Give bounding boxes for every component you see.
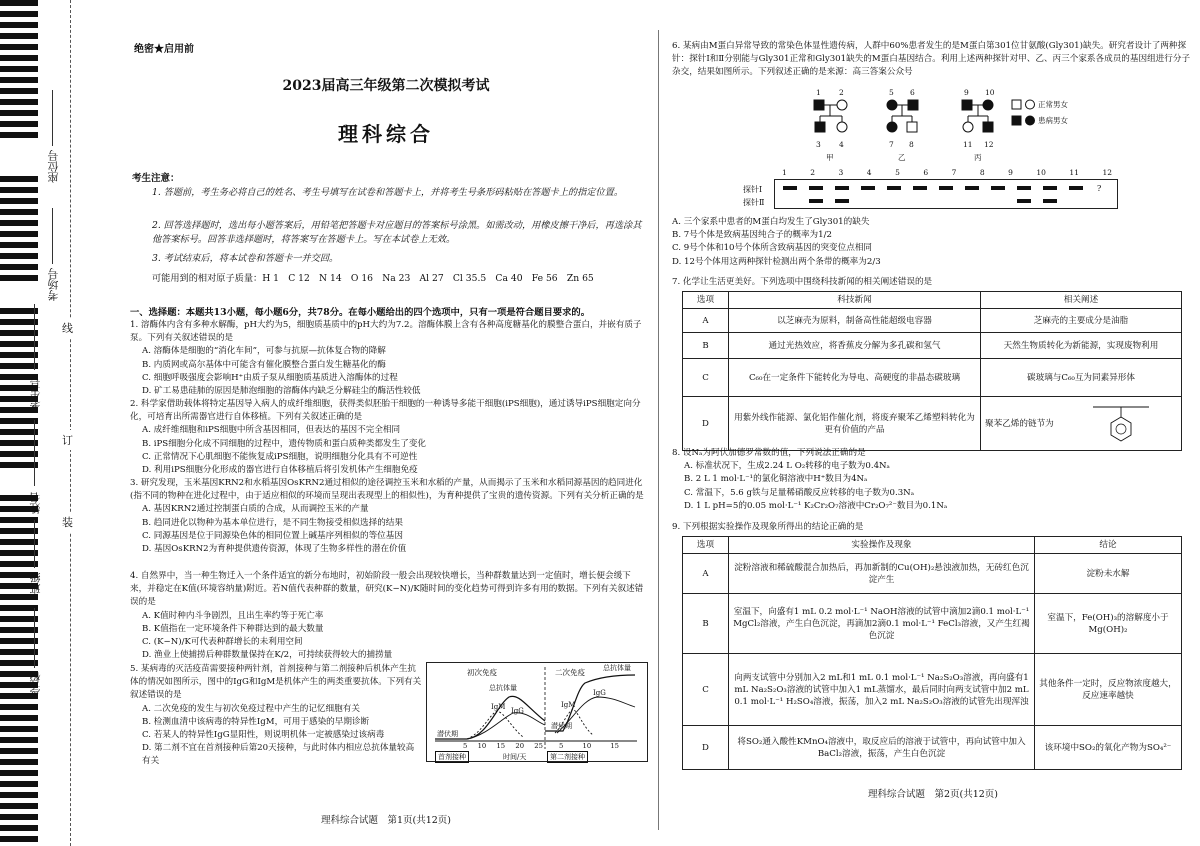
question-stem: 2. 科学家借助载体将特定基因导入病人的成纤维细胞，获得类似胚胎干细胞的一种诱导多能干细胞(iPS细胞)，通过诱导iPS细胞定向分化，可培育出所需器官进行自体移植。下列有关叙述正确的是: [130, 399, 641, 423]
option-a: A. 二次免疫的发生与初次免疫过程中产生的记忆细胞有关: [142, 703, 360, 714]
latent-label-2: 潜伏期: [551, 722, 572, 730]
lane: 7: [951, 168, 957, 177]
lane: 12: [1102, 168, 1112, 177]
primary-immunity-label: 初次免疫: [467, 668, 497, 677]
page-footer-1: 理科综合试题 第1页(共12页): [320, 815, 452, 826]
igm-label-2: IgM: [561, 701, 576, 709]
tick: 5: [559, 742, 564, 750]
family-yi: 乙: [898, 153, 906, 162]
lane: 5: [895, 168, 900, 177]
col-conclusion: 结论: [1035, 537, 1182, 554]
num: 5: [889, 88, 894, 97]
cut-mark-line: 线: [62, 318, 73, 338]
cell: 室温下，Fe(OH)₃的溶解度小于Mg(OH)₂: [1035, 594, 1182, 654]
cell: C₆₀在一定条件下能转化为导电、高硬度的非晶态碳玻璃: [729, 359, 981, 397]
question-7-table: [682, 291, 1182, 451]
tick: 10: [582, 742, 592, 750]
cell: B: [683, 333, 729, 359]
lane: 3: [838, 168, 844, 177]
x-ticks-secondary: [559, 742, 619, 750]
col-note: 相关阐述: [981, 292, 1182, 309]
option-b: B. 7号个体是致病基因纯合子的概率为1/2: [672, 230, 832, 241]
option-a: A. 溶酶体是细胞的“消化车间”，可参与抗原—抗体复合物的降解: [142, 346, 386, 357]
option-c: C. 9号个体和10号个体所含致病基因的突变位点相同: [672, 243, 873, 254]
table-row: [683, 397, 1182, 451]
option-d: D. 12号个体用这两种探针检测出两个条带的概率为2/3: [672, 256, 881, 267]
total-antibody-label-1: 总抗体量: [489, 684, 517, 692]
legend-normal: 正常男女: [1038, 100, 1068, 109]
table-row: [683, 726, 1182, 770]
num: 3: [816, 140, 821, 149]
probe-result-box: [743, 179, 1118, 209]
option-d: D. 矿工易患硅肺的原因是肺泡细胞的溶酶体内缺乏分解硅尘的酶活性较低: [142, 386, 421, 397]
secondary-immunity-label: 二次免疫: [555, 668, 585, 677]
cell: 将SO₂通入酸性KMnO₄溶液中，取反应后的溶液于试管中，再向试管中加入BaCl₂溶液，振荡，产生白色沉淀: [729, 726, 1035, 770]
band: [887, 186, 901, 190]
band: [991, 186, 1005, 190]
barcode-stripes: [0, 0, 38, 846]
lane: 9: [1008, 168, 1013, 177]
option-a: A. K值时种内斗争剧烈，且出生率约等于死亡率: [142, 610, 324, 621]
lane: 1: [782, 168, 787, 177]
field-name: 姓名: [29, 492, 42, 514]
question-stem: 1. 溶酶体内含有多种水解酶，pH大约为5，细胞质基质中的pH大约为7.2。溶酶体膜上含有各种高度糖基化的膜整合蛋白，并嵌有质子泵。下列有关叙述错误的是: [130, 320, 642, 344]
num: 1: [816, 88, 821, 97]
lane: 8: [979, 168, 985, 177]
exam-title: 2023届高三年级第二次模拟考试: [282, 78, 490, 94]
subject-title: 理科综合: [338, 122, 434, 146]
band: [1069, 186, 1083, 190]
num: 4: [839, 140, 844, 149]
question-stem: 5. 某病毒的灭活疫苗需要接种两针剂，首剂接种与第二剂接种后机体产生抗体的情况如图所示，图中的IgG和IgM是机体产生的两类重要抗体。下列有关叙述错误的是: [130, 664, 422, 701]
band: [835, 199, 849, 203]
option-d: D. 渔业上使捕捞后种群数量保持在K/2，可持续获得较大的捕捞量: [142, 650, 393, 661]
field-examinee-line: [34, 304, 35, 370]
lane: 10: [1036, 168, 1046, 177]
col-option: 选项: [683, 292, 729, 309]
col-operation: 实验操作及现象: [729, 537, 1035, 554]
cell: 碳玻璃与C₆₀互为同素异形体: [981, 359, 1182, 397]
col-news: 科技新闻: [729, 292, 981, 309]
probe-lane-numbers: [782, 168, 1112, 177]
tick: 15: [496, 742, 506, 750]
option-a: A. 三个家系中患者的M蛋白均发生了Gly301的缺失: [672, 217, 870, 227]
cell-structure: [981, 397, 1182, 451]
cell: D: [683, 726, 729, 770]
tick: 5: [463, 742, 468, 750]
option-a: A. 标准状况下，生成2.24 L O₂转移的电子数为0.4Nₐ: [684, 461, 890, 472]
page-2: [672, 0, 1194, 846]
igm-label: IgM: [491, 703, 506, 711]
cell: 以芝麻壳为原料，制备高性能超级电容器: [729, 309, 981, 333]
cell: 淀粉未水解: [1035, 554, 1182, 594]
question-7-stem: 7. 化学让生活更美好。下列选项中围绕科技新闻的相关阐述错误的是: [672, 277, 933, 287]
field-seat-line: [52, 90, 53, 146]
notice-3: 3. 考试结束后，将本试卷和答题卡一并交回。: [152, 253, 339, 264]
cell: 天然生物质转化为新能源，实现废物利用: [981, 333, 1182, 359]
option-d: D. 利用iPS细胞分化形成的器官进行自体移植后将引发机体产生细胞免疫: [142, 465, 418, 476]
option-d: D. 基因OsKRN2为育种提供遗传资源，体现了生物多样性的潜在价值: [142, 544, 407, 555]
section-heading: 一、选择题：本题共13小题，每小题6分，共78分。在每小题给出的四个选项中，只有一项是符合题目要求的。: [130, 307, 591, 318]
latent-label: 潜伏期: [437, 730, 458, 738]
lane: 11: [1069, 168, 1079, 177]
num: 8: [909, 140, 914, 149]
cell: A: [683, 554, 729, 594]
option-b: B. 2 L 1 mol·L⁻¹的氯化铜溶液中H⁺数目为4Nₐ: [684, 474, 868, 485]
band: [1017, 199, 1031, 203]
legend-affected: 患病男女: [1038, 116, 1068, 125]
pedigree-chart: [812, 98, 1062, 166]
x-ticks-primary: [463, 742, 543, 750]
question-4: [130, 570, 646, 662]
lane: 6: [923, 168, 929, 177]
option-c: C. 若某人的特异性IgG显阳性，则说明机体一定被感染过该病毒: [142, 730, 385, 741]
cut-line: [70, 0, 71, 846]
page-footer-2: 理科综合试题 第2页(共12页): [867, 789, 999, 800]
table-header: [683, 537, 1182, 554]
question-1: [130, 319, 646, 398]
tick: 25: [534, 742, 543, 750]
cell: 聚苯乙烯的链节为: [985, 418, 1054, 429]
num: 7: [889, 140, 894, 149]
table-header: [683, 292, 1182, 309]
cell: 室温下，向盛有1 mL 0.2 mol·L⁻¹ NaOH溶液的试管中滴加2滴0.1 mol·L⁻¹ MgCl₂溶液，产生白色沉淀，再滴加2滴0.1 mol·L⁻¹ FeCl₃溶液，又产生红褐色沉淀: [729, 594, 1035, 654]
notice-heading: 考生注意：: [132, 173, 180, 184]
question-stem: 3. 研究发现，玉米基因KRN2和水稻基因OsKRN2通过相似的途径调控玉米和水稻的产量，从而揭示了玉米和水稻同源基因的趋同进化(指不同的物种在进化过程中，由于适应相似的环境而呈现出表现型上的相似性)，为育种提供了宝贵的遗传资源。下列有关分析正确的是: [130, 478, 644, 502]
num: 10: [985, 88, 995, 97]
cell: B: [683, 594, 729, 654]
question-9-table: [682, 536, 1182, 770]
cut-mark-order: 订: [62, 430, 73, 450]
tick: 10: [477, 742, 487, 750]
band: [809, 186, 823, 190]
option-c: C. 细胞呼吸强度会影响H⁺由质子泵从细胞质基质进入溶酶体的过程: [142, 372, 398, 383]
col-option: 选项: [683, 537, 729, 554]
time-axis-label: 时间/天: [503, 753, 527, 761]
field-name-line: [34, 420, 35, 486]
question-stem: 8. 设Nₐ为阿伏加德罗常数的值，下列说法正确的是: [672, 448, 866, 458]
notice-2: 2. 回答选择题时，选出每小题答案后，用铅笔把答题卡对应题目的答案标号涂黑。如需改动，用橡皮擦干净后，再选涂其他答案标号。回答非选择题时，将答案写在答题卡上。写在本试卷上无效。: [152, 220, 642, 245]
family-bing: 丙: [974, 153, 982, 162]
num: 12: [984, 140, 994, 149]
cell: 该环境中SO₂的氧化产物为SO₄²⁻: [1035, 726, 1182, 770]
polystyrene-structure-icon: [1091, 401, 1151, 443]
page-1: [126, 0, 646, 846]
question-6-options: [672, 216, 1194, 269]
num: 2: [839, 88, 844, 97]
option-b: B. 趋同进化以物种为基本单位进行，是不同生物接受相似选择的结果: [142, 517, 403, 528]
field-seat: 座位号: [47, 150, 60, 183]
table-row: [683, 554, 1182, 594]
option-b: B. iPS细胞分化成不同细胞的过程中，遗传物质和蛋白质种类都发生了变化: [142, 438, 427, 449]
probe-1-label: 探针Ⅰ: [743, 185, 763, 194]
cell: 其他条件一定时，反应物浓度越大，反应速率越快: [1035, 654, 1182, 726]
binding-strip: [0, 0, 92, 846]
confidential-label: 绝密★启用前: [134, 44, 194, 55]
question-2: [130, 398, 646, 477]
band: [809, 199, 823, 203]
option-d: D. 第二剂不宜在首剂接种后第20天接种，与此时体内相应总抗体量较高有关: [142, 743, 415, 767]
band: [1017, 186, 1031, 190]
option-b: B. 检测血清中该病毒的特异性IgM，可用于感染的早期诊断: [142, 716, 370, 727]
band: [1043, 199, 1057, 203]
option-a: A. 基因KRN2通过控制蛋白质的合成，从而调控玉米的产量: [142, 504, 369, 515]
num: 6: [910, 88, 915, 97]
table-row: [683, 359, 1182, 397]
field-school-line: [34, 608, 35, 668]
atomic-masses: 可能用到的相对原子质量：H 1 C 12 N 14 O 16 Na 23 Al 27 Cl 35.5 Ca 40 Fe 56 Zn 65: [152, 273, 594, 284]
option-c: C. (K−N)/K可代表种群增长的未利用空间: [142, 637, 303, 648]
option-c: C. 同源基因是位于同源染色体的相同位置上碱基序列相似的等位基因: [142, 530, 403, 541]
tick: 15: [610, 742, 619, 750]
option-a: A. 成纤维细胞和iPS细胞中所含基因相同，但表达的基因不完全相同: [142, 425, 401, 436]
unknown-mark: ?: [1097, 184, 1102, 193]
table-row: [683, 594, 1182, 654]
cell: 用紫外线作能源、氯化铝作催化剂，将废弃聚苯乙烯塑料转化为更有价值的产品: [729, 397, 981, 451]
band: [783, 186, 797, 190]
lane: 2: [810, 168, 816, 177]
family-jia: 甲: [826, 153, 834, 162]
option-c: C. 正常情况下心肌细胞不能恢复成iPS细胞，说明细胞分化具有不可逆性: [142, 451, 418, 462]
band: [835, 186, 849, 190]
lane: 4: [866, 168, 872, 177]
question-8: [672, 447, 1194, 513]
field-school: 学校: [29, 672, 42, 694]
cell: C: [683, 359, 729, 397]
band: [861, 186, 875, 190]
num: 11: [963, 140, 973, 149]
cell: 淀粉溶液和稀硫酸混合加热后，再加新制的Cu(OH)₂悬浊液加热，无砖红色沉淀产生: [729, 554, 1035, 594]
question-5: [130, 663, 422, 769]
option-b: B. 内质网或高尔基体中可能含有催化膜整合蛋白发生糖基化的酶: [142, 359, 386, 370]
second-dose-label: 第二剂接种: [547, 751, 588, 763]
total-antibody-label-2: 总抗体量: [603, 664, 631, 672]
band: [913, 186, 927, 190]
page-divider: [658, 30, 659, 830]
table-row: [683, 654, 1182, 726]
num: 9: [964, 88, 969, 97]
band: [965, 186, 979, 190]
field-room-line: [52, 208, 53, 264]
band: [1043, 186, 1057, 190]
question-9-stem: 9. 下列根据实验操作及现象所得出的结论正确的是: [672, 522, 864, 532]
question-6-stem: 6. 某病由M蛋白异常导致的常染色体显性遗传病，人群中60%患者发生的是M蛋白第301位甘氨酸(Gly301)缺失。研究者设计了两种探针：探针Ⅰ和Ⅱ分别能与Gly301正常和Gly301缺失的M蛋白基因结合。利用上述两种探针对甲、乙、丙三个家系各成员的基因组进行分子杂交，结果如图所示。下列叙述正确的是来源：高三答案公众号: [672, 41, 1191, 78]
field-room: 考场号: [47, 268, 60, 301]
option-b: B. K值指在一定环境条件下种群达到的最大数量: [142, 623, 324, 634]
option-c: C. 常温下，5.6 g铁与足量稀硝酸反应转移的电子数为0.3Nₐ: [684, 487, 915, 498]
cell: 芝麻壳的主要成分是油脂: [981, 309, 1182, 333]
table-row: [683, 309, 1182, 333]
field-examinee: 考生号: [29, 376, 42, 409]
field-class-line: [34, 520, 35, 568]
cut-mark-bind: 装: [62, 512, 73, 532]
cell: 通过光热效应，将香蕉皮分解为多孔碳和氢气: [729, 333, 981, 359]
notice-1: 1. 答题前，考生务必将自己的姓名、考生号填写在试卷和答题卡上，并将考生号条形码粘贴在答题卡上的指定位置。: [152, 187, 624, 198]
first-dose-label: 首剂接种: [435, 751, 469, 763]
cell: A: [683, 309, 729, 333]
question-3: [130, 477, 646, 556]
question-stem: 4. 自然界中，当一种生物迁入一个条件适宜的新分布地时，初始阶段一般会出现较快增长，当种群数量达到一定值时，增长便会缓下来，并稳定在K值(环境容纳量)附近。若N值代表种群的数量，研究(K−N)/K随时间的变化趋势可得到许多有用的数据。下列有关叙述错误的是: [130, 571, 644, 608]
field-class: 班级: [29, 572, 42, 594]
cell: 向两支试管中分别加入2 mL和1 mL 0.1 mol·L⁻¹ Na₂S₂O₃溶液，再向盛有1 mL Na₂S₂O₃溶液的试管中加入1 mL蒸馏水，最后同时向两支试管中加2 mL 0.1 mol·L⁻¹ H₂SO₄溶液，振荡，加入2 mL Na₂S₂O₃溶液的试管先出现浑浊: [729, 654, 1035, 726]
cell: D: [683, 397, 729, 451]
igg-label-2: IgG: [593, 689, 606, 697]
tick: 20: [515, 742, 525, 750]
probe-2-label: 探针Ⅱ: [743, 198, 765, 207]
option-d: D. 1 L pH=5的0.05 mol·L⁻¹ K₂Cr₂O₇溶液中Cr₂O₇²⁻数目为0.1Nₐ: [684, 500, 948, 511]
band: [939, 186, 953, 190]
antibody-figure: [426, 662, 648, 762]
cell: C: [683, 654, 729, 726]
igg-label: IgG: [511, 707, 524, 715]
table-row: [683, 333, 1182, 359]
